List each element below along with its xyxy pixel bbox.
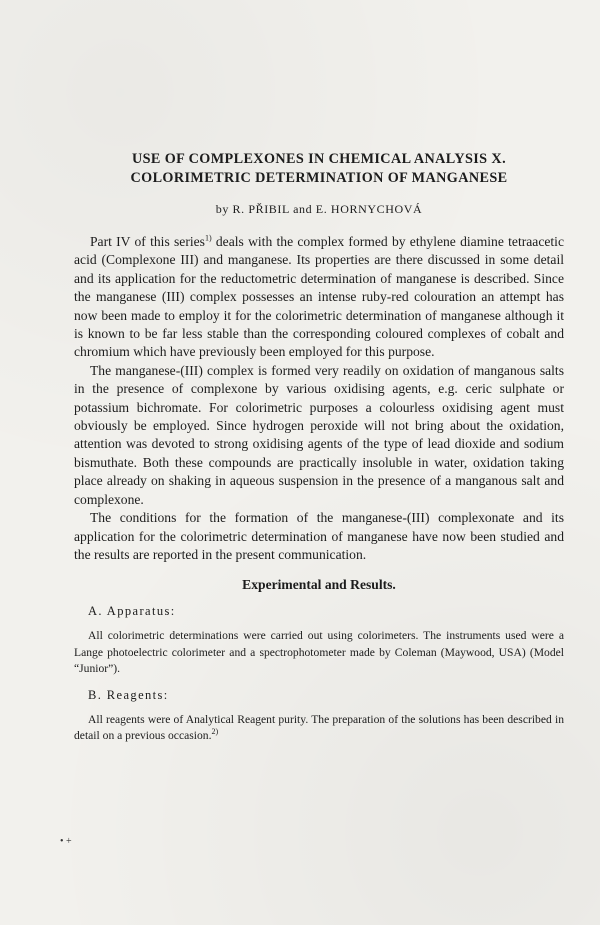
reagents-heading: B. Reagents: <box>88 687 169 702</box>
experimental-heading: Experimental and Results. <box>242 577 396 593</box>
paragraph-1-start: Part IV of this series <box>90 234 205 249</box>
reagents-text-body: All reagents were of Analytical Reagent purity. The preparation of the solutions has been described in detail on a previous occasion. <box>74 712 564 743</box>
footnote-ref-1: 1) <box>204 233 212 243</box>
reagents-text <box>74 712 564 745</box>
author-byline: by R. PŘIBIL and E. HORNYCHOVÁ <box>215 202 423 216</box>
title-line-1: USE OF COMPLEXONES IN CHEMICAL ANALYSIS X. <box>131 151 507 167</box>
paragraph-3: The conditions for the formation of the manganese-(III) complexonate and its application for the colorimetric determination of manganese have now been studied and the results are reported in the present communication. <box>74 510 564 562</box>
paragraph-1 <box>74 233 564 362</box>
article-title <box>74 150 564 188</box>
paragraph-1-rest: deals with the complex formed by ethylene diamine tetraacetic acid (Complexone III) and manganese. Its properties are there discussed in some detail and its application for the reductometric determination of manganese is described. Since the manganese (III) complex possesses an intense ruby-red colouration an attempt has now been made to employ it for the colorimetric determination of manganese although it is known to be far less stable than the corresponding coloured complexes of cobalt and chromium which have previously been employed for this purpose. <box>74 234 564 360</box>
page-marks: • + <box>60 836 72 847</box>
title-line-2: COLORIMETRIC DETERMINATION OF MANGANESE <box>130 170 508 186</box>
paragraph-2: The manganese-(III) complex is formed very readily on oxidation of manganous salts in the presence of complexone by various oxidising agents, e.g. ceric sulphate or potassium bichromate. For colorimetric purposes a colourless oxidising agent must obviously be employed. Since hydrogen peroxide will not bring about the oxidation, attention was devoted to strong oxidising agents of the type of lead dioxide and sodium bismuthate. Both these compounds are practically insoluble in water, oxidation taking place already on shaking in aqueous suspension in the presence of a manganous salt and complexone. <box>74 362 564 507</box>
apparatus-heading: A. Apparatus: <box>88 604 176 619</box>
apparatus-text: All colorimetric determinations were carried out using colorimeters. The instruments used were a Lange photoelectric colorimeter and a spectrophotometer made by Coleman (Maywood, USA) (Model “Junior”). <box>74 629 564 676</box>
footnote-ref-2: 2) <box>211 727 219 737</box>
